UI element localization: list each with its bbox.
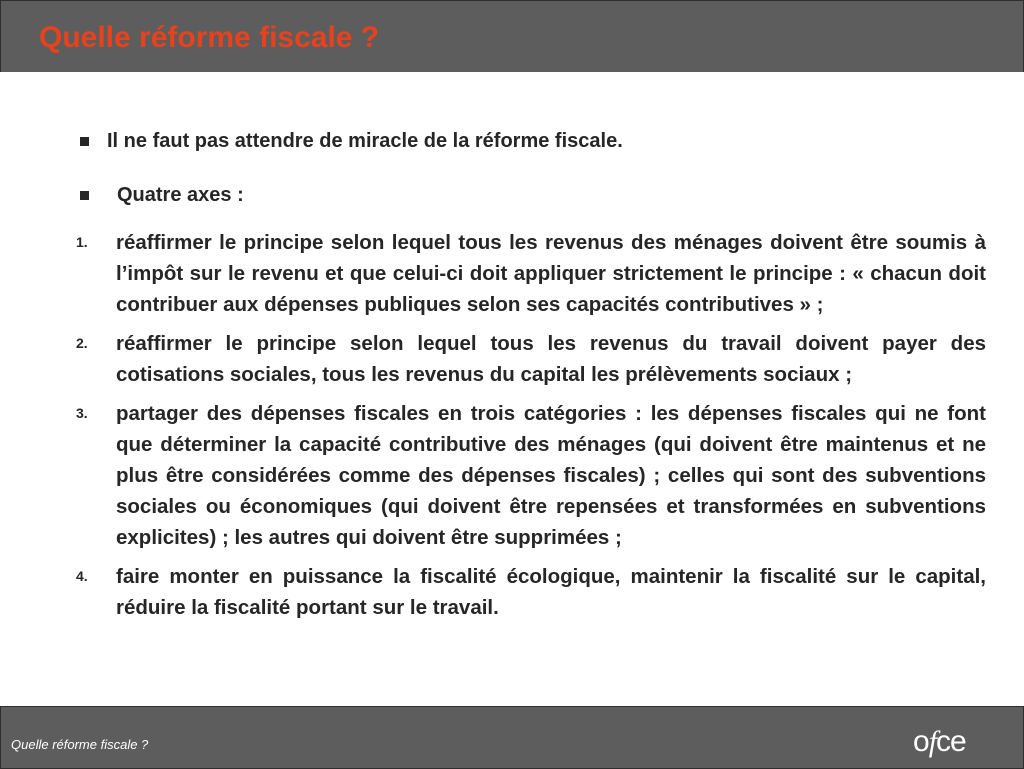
list-number: 3.: [76, 405, 88, 421]
footer-caption: Quelle réforme fiscale ?: [11, 737, 149, 752]
list-text: réaffirmer le principe selon lequel tous les revenus du travail doivent payer des cotisations sociales, tous les revenus du capital les prélèvements sociaux ;: [116, 332, 986, 386]
list-number: 2.: [76, 335, 88, 351]
list-item: [76, 398, 986, 553]
list-text: réaffirmer le principe selon lequel tous les revenus des ménages doivent être soumis à l’impôt sur le revenu et que celui-ci doit appliquer strictement le principe : « chacun doit contribuer aux dépenses publiques selon ses capacités contributives » ;: [116, 231, 986, 316]
slide-header: [0, 0, 1024, 73]
list-item: [76, 328, 986, 390]
list-text: faire monter en puissance la fiscalité écologique, maintenir la fiscalité sur le capital, réduire la fiscalité portant sur le travail.: [116, 565, 986, 619]
bullet-quatre-axes: [80, 184, 244, 207]
slide-footer: [0, 706, 1024, 769]
list-item: [76, 561, 986, 623]
logo-ce: ce: [936, 725, 966, 758]
slide-title: Quelle réforme fiscale ?: [39, 21, 380, 54]
logo-f: f: [928, 725, 937, 758]
list-number: 1.: [76, 234, 88, 250]
axes-list: [76, 227, 986, 631]
list-text: partager des dépenses fiscales en trois catégories : les dépenses fiscales qui ne font que déterminer la capacité contributive des ménages (qui doivent être maintenus et ne plus être considérées comme des dépenses fiscales) ; celles qui sont des subventions sociales ou économiques (qui doivent être repensées et transformées en subventions explicites) ; les autres qui doivent être supprimées ;: [116, 402, 986, 549]
list-item: [76, 227, 986, 320]
square-bullet-icon: [80, 137, 89, 146]
slide-content: [0, 72, 1024, 706]
bullet-text: Il ne faut pas attendre de miracle de la réforme fiscale.: [107, 130, 623, 152]
bullet-text: Quatre axes :: [117, 184, 244, 206]
ofce-logo: [913, 725, 966, 759]
logo-o: o: [913, 725, 929, 758]
list-number: 4.: [76, 568, 88, 584]
bullet-miracle: [80, 130, 623, 153]
square-bullet-icon: [80, 191, 89, 200]
